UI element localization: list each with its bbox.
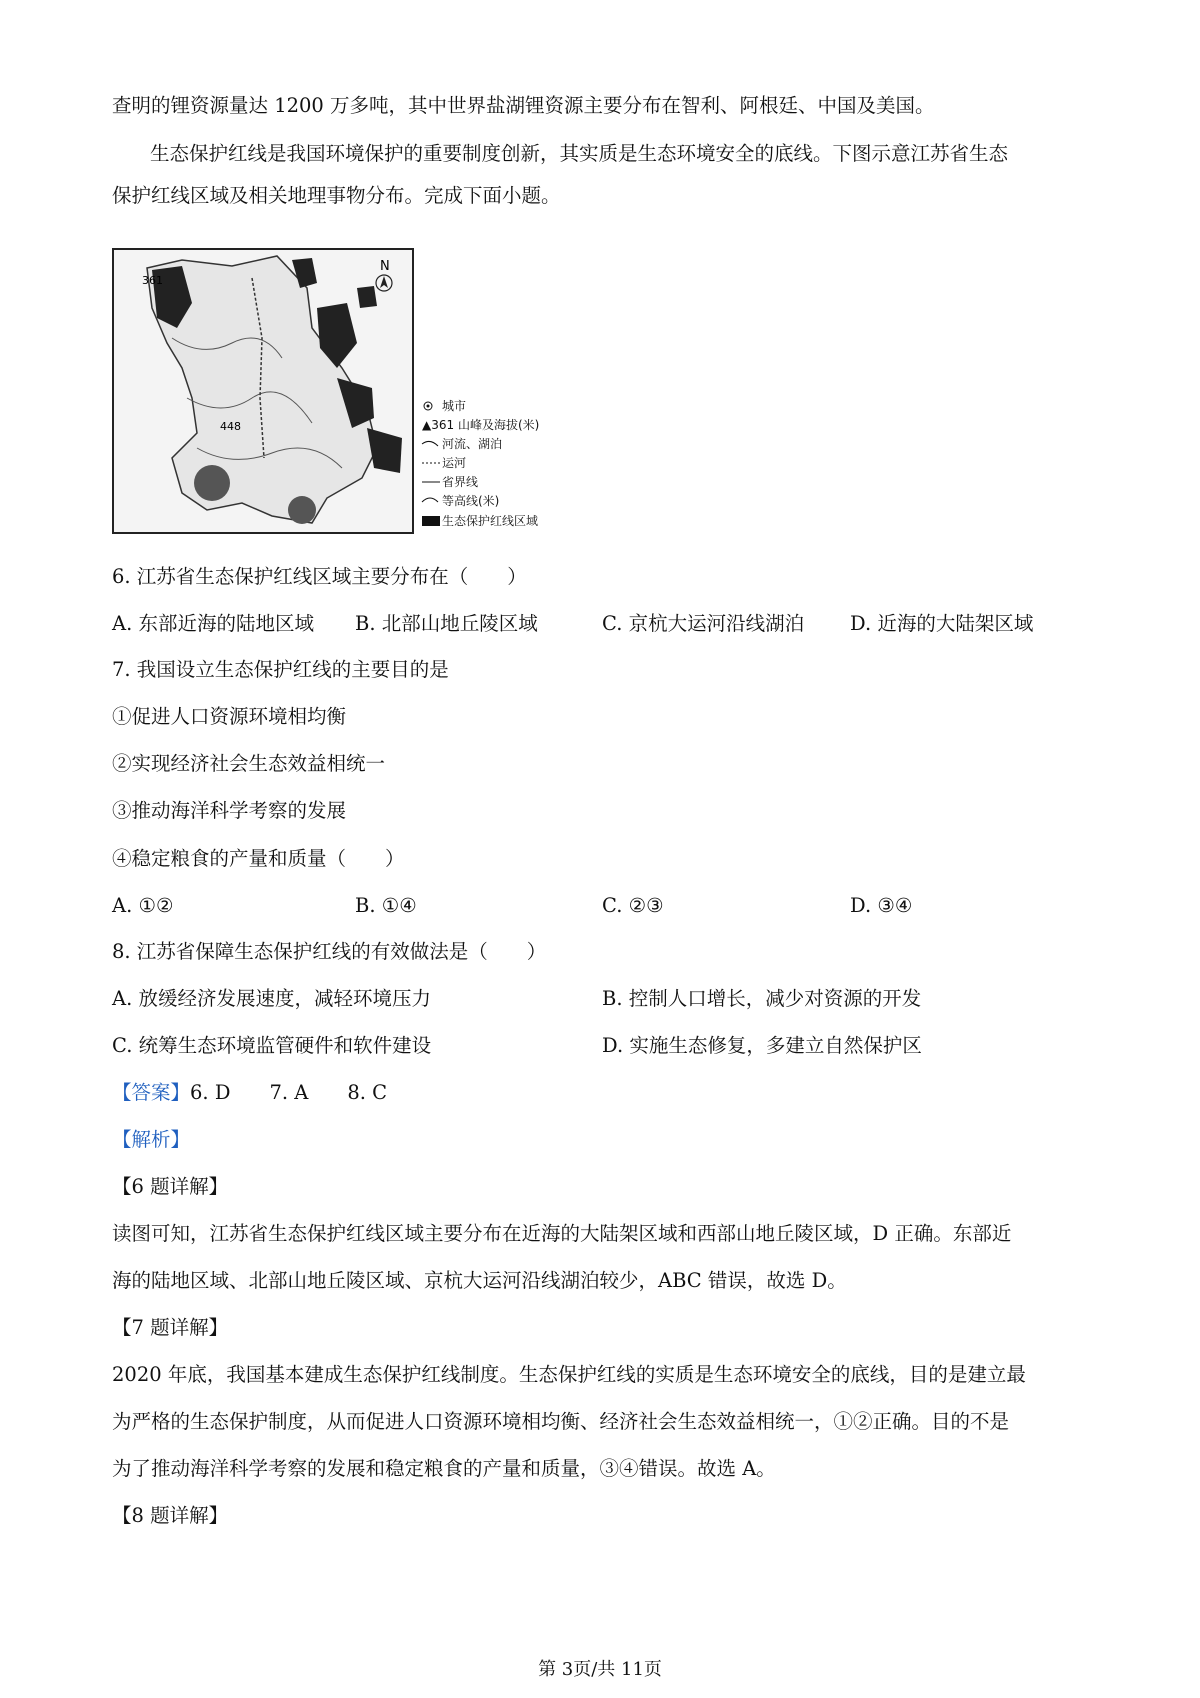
answer-text: 6. D 7. A 8. C: [190, 1081, 388, 1104]
city-icon: [427, 405, 430, 408]
legend-label: 省界线: [442, 475, 479, 489]
river-lake-icon: [422, 441, 438, 446]
detail-7-heading: 【7 题详解】: [112, 1316, 229, 1339]
legend-label: 生态保护红线区域: [442, 514, 539, 528]
answer-label: 【答案】: [112, 1081, 191, 1104]
legend-border: [422, 474, 478, 489]
q8-option-c[interactable]: C. 统筹生态环境监管硬件和软件建设: [112, 1034, 432, 1057]
legend-label: 运河: [442, 456, 467, 470]
q7-option-a[interactable]: A. ①②: [112, 894, 174, 917]
jiangsu-redline-map: [112, 248, 612, 538]
redline-area: [357, 286, 377, 308]
peak-label: 448: [220, 420, 241, 433]
map-graphic: [112, 248, 612, 538]
peak-label: 361: [142, 274, 163, 287]
lake-shape: [194, 465, 230, 501]
lake-shape: [288, 496, 316, 524]
north-label: N: [380, 259, 390, 274]
q7-item-1: ①促进人口资源环境相均衡: [112, 705, 347, 728]
q7-option-b[interactable]: B. ①④: [355, 894, 417, 917]
intro-paragraph-line2: 保护红线区域及相关地理事物分布。完成下面小题。: [112, 184, 561, 207]
legend-label: ▲361 山峰及海拔(米): [422, 418, 540, 432]
answer-line: [112, 1079, 387, 1107]
detail-6-heading: 【6 题详解】: [112, 1175, 229, 1198]
legend-label: 河流、湖泊: [442, 437, 503, 451]
q7-option-d[interactable]: D. ③④: [850, 894, 913, 917]
q7-option-c[interactable]: C. ②③: [602, 894, 664, 917]
intro-paragraph-line1: 生态保护红线是我国环境保护的重要制度创新，其实质是生态环境安全的底线。下图示意江苏省生态: [150, 142, 1009, 165]
q8-option-a[interactable]: A. 放缓经济发展速度，减轻环境压力: [112, 987, 431, 1010]
q6-option-a[interactable]: A. 东部近海的陆地区域: [112, 612, 314, 635]
legend-label: 等高线(米): [442, 494, 500, 508]
q6-option-c[interactable]: C. 京杭大运河沿线湖泊: [602, 612, 805, 635]
page-footer: 第 3页/共 11页: [538, 1659, 662, 1680]
contour-icon: [422, 498, 438, 502]
legend-contour: [422, 493, 499, 508]
legend-canal: [422, 456, 466, 470]
detail-8-heading: 【8 题详解】: [112, 1504, 229, 1527]
legend-redline: [422, 513, 538, 528]
detail-7-line2: 为严格的生态保护制度，从而促进人口资源环境相均衡、经济社会生态效益相统一，①②正确。目的不是: [112, 1410, 1010, 1433]
question-8-stem: 8. 江苏省保障生态保护红线的有效做法是（ ）: [112, 940, 547, 963]
question-7-stem: 7. 我国设立生态保护红线的主要目的是: [112, 658, 449, 681]
q8-option-d[interactable]: D. 实施生态修复，多建立自然保护区: [602, 1034, 922, 1057]
map-legend: [422, 399, 539, 528]
q7-item-3: ③推动海洋科学考察的发展: [112, 799, 347, 822]
detail-6-line2: 海的陆地区域、北部山地丘陵区域、京杭大运河沿线湖泊较少，ABC 错误，故选 D。: [112, 1269, 847, 1292]
q7-item-2: ②实现经济社会生态效益相统一: [112, 752, 386, 775]
legend-city: [424, 399, 466, 413]
legend-peak: [422, 417, 539, 432]
intro-line: 查明的锂资源量达 1200 万多吨，其中世界盐湖锂资源主要分布在智利、阿根廷、中国及美国。: [112, 94, 935, 117]
question-6-stem: 6. 江苏省生态保护红线区域主要分布在（ ）: [112, 565, 527, 588]
analysis-label: 【解析】: [112, 1128, 191, 1151]
legend-label: 城市: [442, 399, 467, 413]
q8-option-b[interactable]: B. 控制人口增长，减少对资源的开发: [602, 987, 922, 1010]
q7-item-4: ④稳定粮食的产量和质量（ ）: [112, 847, 405, 870]
detail-7-line3: 为了推动海洋科学考察的发展和稳定粮食的产量和质量，③④错误。故选 A。: [112, 1457, 776, 1480]
detail-7-line1: 2020 年底，我国基本建成生态保护红线制度。生态保护红线的实质是生态环境安全的底线，目的是建立最: [112, 1363, 1026, 1386]
q6-option-b[interactable]: B. 北部山地丘陵区域: [355, 612, 538, 635]
redline-area-icon: [422, 516, 440, 526]
legend-river: [422, 436, 502, 451]
detail-6-line1: 读图可知，江苏省生态保护红线区域主要分布在近海的大陆架区域和西部山地丘陵区域，D 正确。东部近: [112, 1222, 1012, 1245]
q6-option-d[interactable]: D. 近海的大陆架区域: [850, 612, 1034, 635]
